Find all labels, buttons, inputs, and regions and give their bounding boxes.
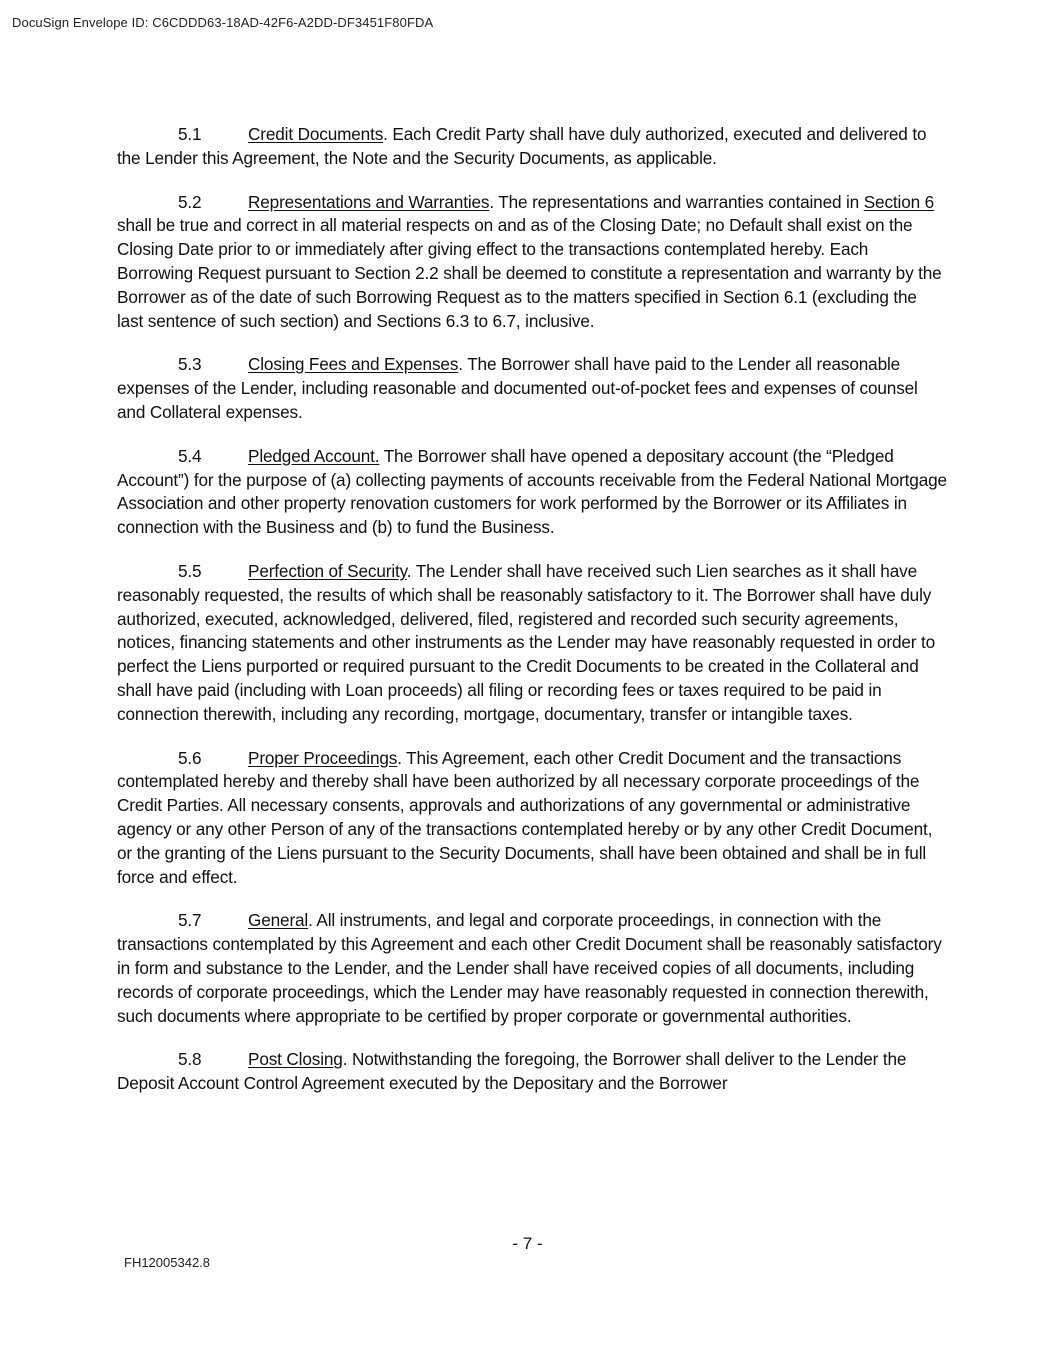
section-text: . The Borrower shall have paid to the Lender all reasonable expenses of the Lender, including reasonable and documented out-of-pocket fees and expenses of counsel and Collateral expenses. bbox=[117, 354, 918, 422]
page-number: - 7 - bbox=[512, 1234, 543, 1253]
section-heading: Pledged Account. bbox=[248, 445, 380, 466]
section-number: 5.6 bbox=[178, 747, 202, 768]
section-heading: Closing Fees and Expenses bbox=[248, 354, 459, 375]
section-number: 5.4 bbox=[178, 445, 202, 466]
section-heading: General bbox=[248, 910, 309, 931]
section-number: 5.5 bbox=[178, 560, 202, 581]
section-text: . This Agreement, each other Credit Document and the transactions contemplated hereby and thereby shall have been authorized by all necessary corporate proceedings of the Credit Parties. All necessary consents, approvals and authorizations of any governmental or administrative agency or any other Person of any of the transactions contemplated hereby or by any other Credit Document, or the granting of the Liens pursuant to the Security Documents, shall have been obtained and shall be in full force and effect. bbox=[117, 747, 933, 887]
section-heading: Representations and Warranties bbox=[248, 191, 490, 212]
section-number: 5.7 bbox=[178, 910, 202, 931]
section-5-6 bbox=[117, 747, 947, 890]
section-number: 5.3 bbox=[178, 354, 202, 375]
section-text: . The Lender shall have received such Lien searches as it shall have reasonably requested, the results of which shall be reasonably satisfactory to it. The Borrower shall have duly authorized, executed, acknowledged, delivered, filed, registered and recorded such security agreements, notices, financing statements and other instruments as the Lender may have reasonably requested in order to perfect the Liens purported or required pursuant to the Credit Documents to be created in the Collateral and shall have paid (including with Loan proceeds) all filing or recording fees or taxes required to be paid in connection therewith, including any recording, mortgage, documentary, transfer or intangible taxes. bbox=[117, 560, 936, 724]
section-heading: Perfection of Security bbox=[248, 560, 407, 581]
section-number: 5.2 bbox=[178, 191, 202, 212]
section-text: . Notwithstanding the foregoing, the Borrower shall deliver to the Lender the Deposit Account Control Agreement executed by the Depositary and the Borrower bbox=[117, 1049, 907, 1094]
section-heading: Credit Documents bbox=[248, 124, 384, 144]
section-5-7 bbox=[117, 909, 947, 1028]
section-text: . Each Credit Party shall have duly authorized, executed and delivered to the Lender this Agreement, the Note and the Security Documents, as applicable. bbox=[117, 124, 927, 168]
section-text: . The representations and warranties contained in bbox=[489, 191, 864, 212]
section-text: . All instruments, and legal and corporate proceedings, in connection with the transactions contemplated by this Agreement and each other Credit Document shall be reasonably satisfactory in form and substance to the Lender, and the Lender shall have received copies of all documents, including records of corporate proceedings, which the Lender may have reasonably requested in connection therewith, such documents where appropriate to be certified by proper corporate or governmental authorities. bbox=[117, 910, 942, 1026]
section-number: 5.8 bbox=[178, 1049, 202, 1070]
section-text: The Borrower shall have opened a depositary account (the “Pledged Account”) for the purpose of (a) collecting payments of accounts receivable from the Federal National Mortgage Association and other property renovation customers for work performed by the Borrower or its Affiliates in connection with the Business and (b) to fund the Business. bbox=[117, 445, 947, 538]
section-5-1 bbox=[117, 123, 947, 171]
section-5-3 bbox=[117, 353, 947, 424]
section-5-5 bbox=[117, 560, 947, 727]
section-5-4 bbox=[117, 445, 947, 540]
section-reference: Section 6 bbox=[863, 191, 935, 212]
section-heading: Proper Proceedings bbox=[248, 747, 398, 768]
document-id: FH12005342.8 bbox=[124, 1255, 211, 1270]
document-body bbox=[117, 123, 947, 1116]
section-heading: Post Closing bbox=[248, 1049, 343, 1070]
section-5-2 bbox=[117, 191, 947, 334]
section-number: 5.1 bbox=[178, 124, 202, 144]
section-text-continued: shall be true and correct in all material respects on and as of the Closing Date; no Default shall exist on the Closing Date prior to or immediately after giving effect to the transactions contemplated hereby. Each Borrowing Request pursuant to Section 2.2 shall be deemed to constitute a representation and warranty by the Borrower as of the date of such Borrowing Request as to the matters specified in Section 6.1 (excluding the last sentence of such section) and Sections 6.3 to 6.7, inclusive. bbox=[117, 215, 942, 331]
section-5-8 bbox=[117, 1048, 947, 1096]
docusign-envelope-id: DocuSign Envelope ID: C6CDDD63-18AD-42F6-A2DD-DF3451F80FDA bbox=[12, 15, 434, 30]
